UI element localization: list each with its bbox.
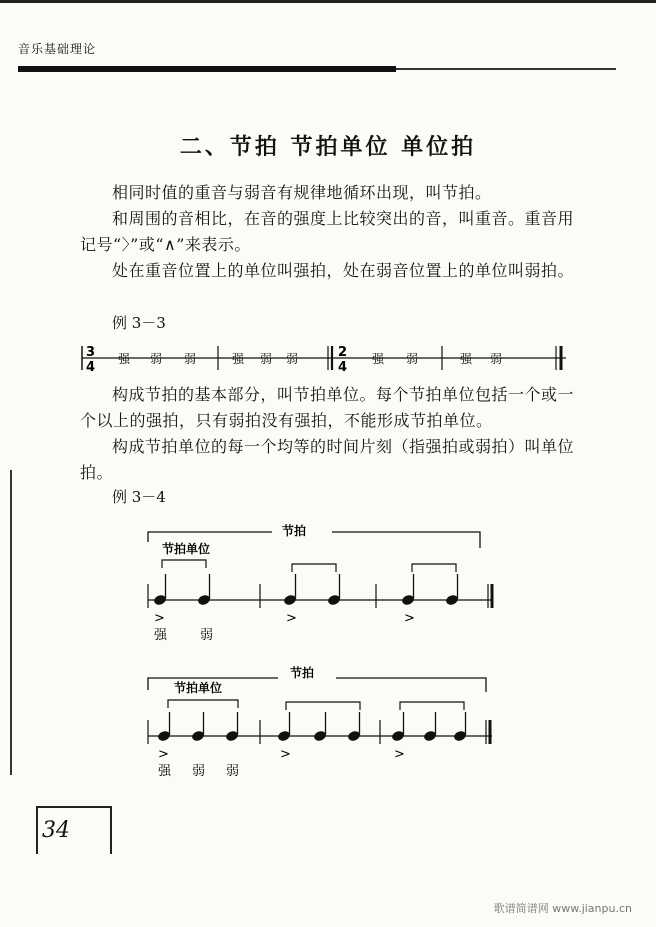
paragraph-unit-beat: 构成节拍单位的每一个均等的时间片刻（指强拍或弱拍）叫单位拍。 — [80, 437, 575, 482]
quarter-note — [401, 574, 415, 606]
example-3-4-staff — [140, 518, 500, 646]
weak-beat-label: 弱 — [226, 764, 240, 779]
beat-label: 弱 — [286, 352, 299, 366]
quarter-note — [191, 712, 205, 742]
example-3-3-label: 例 3－3 — [112, 314, 166, 332]
time-signature-bottom-1: 4 — [86, 360, 96, 375]
beat-label: 弱 — [490, 352, 503, 366]
beat-label: 强 — [372, 352, 385, 366]
watermark: 歌谱简谱网 www.jianpu.cn — [493, 902, 632, 915]
paragraph-strong-weak-beat: 处在重音位置上的单位叫强拍，处在弱音位置上的单位叫弱拍。 — [112, 261, 575, 280]
unit-bracket — [292, 564, 336, 572]
quarter-note — [453, 712, 467, 742]
quarter-note — [283, 574, 297, 606]
running-head: 音乐基础理论 — [18, 42, 97, 56]
quarter-note — [327, 574, 341, 606]
strong-beat-label: 强 — [154, 628, 168, 643]
beat-label: 强 — [460, 352, 473, 366]
unit-bracket — [162, 560, 206, 568]
quarter-note — [197, 574, 211, 606]
beat-label: 弱 — [184, 352, 197, 366]
page-number: 34 — [42, 818, 70, 843]
example-3-3-staff — [80, 340, 570, 376]
top-border-rule — [0, 0, 656, 3]
beat-label: 弱 — [150, 352, 163, 366]
meter-bracket-label: 节拍 — [290, 666, 315, 680]
paragraph-meter-definition: 相同时值的重音与弱音有规律地循环出现，叫节拍。 — [112, 183, 492, 202]
time-signature-bottom-2: 4 — [338, 360, 348, 375]
quarter-note — [423, 712, 437, 742]
unit-bracket-label: 节拍单位 — [174, 681, 223, 695]
example-3-4-triple-staff — [140, 660, 500, 786]
meter-bracket-label: 节拍 — [282, 524, 307, 538]
unit-bracket — [286, 702, 360, 710]
strong-beat-label: 强 — [158, 764, 172, 779]
unit-bracket-label: 节拍单位 — [162, 542, 211, 556]
beat-label: 强 — [232, 352, 245, 366]
margin-bar — [10, 470, 12, 775]
quarter-note — [391, 712, 405, 742]
accent-mark: > — [280, 747, 291, 762]
accent-mark: > — [286, 611, 297, 626]
accent-mark: > — [154, 611, 165, 626]
time-signature-top-1: 3 — [86, 345, 96, 360]
header-thick-rule — [18, 66, 396, 72]
quarter-note — [445, 574, 459, 606]
unit-bracket — [168, 700, 238, 708]
example-3-4-label: 例 3－4 — [112, 488, 166, 506]
beat-label: 弱 — [406, 352, 419, 366]
weak-beat-label: 弱 — [200, 628, 214, 643]
section-title: 二、节拍 节拍单位 单位拍 — [179, 135, 477, 160]
accent-mark: > — [404, 611, 415, 626]
accent-mark: > — [158, 747, 169, 762]
weak-beat-label: 弱 — [192, 764, 206, 779]
beat-label: 强 — [118, 352, 131, 366]
header-thin-rule — [396, 68, 616, 70]
quarter-note — [277, 712, 291, 742]
beat-label: 弱 — [260, 352, 273, 366]
accent-mark: > — [394, 747, 405, 762]
unit-bracket — [400, 702, 464, 710]
unit-bracket — [412, 564, 456, 572]
quarter-note — [347, 712, 361, 742]
quarter-note — [313, 712, 327, 742]
quarter-note — [153, 574, 167, 606]
paragraph-meter-unit: 构成节拍的基本部分，叫节拍单位。每个节拍单位包括一个或一个以上的强拍，只有弱拍没有强拍，不能形成节拍单位。 — [80, 385, 575, 430]
quarter-note — [157, 712, 171, 742]
paragraph-accent-definition: 和周围的音相比，在音的强度上比较突出的音，叫重音。重音用记号“〉”或“∧”来表示。 — [80, 209, 575, 254]
quarter-note — [225, 712, 239, 742]
time-signature-top-2: 2 — [338, 345, 348, 360]
